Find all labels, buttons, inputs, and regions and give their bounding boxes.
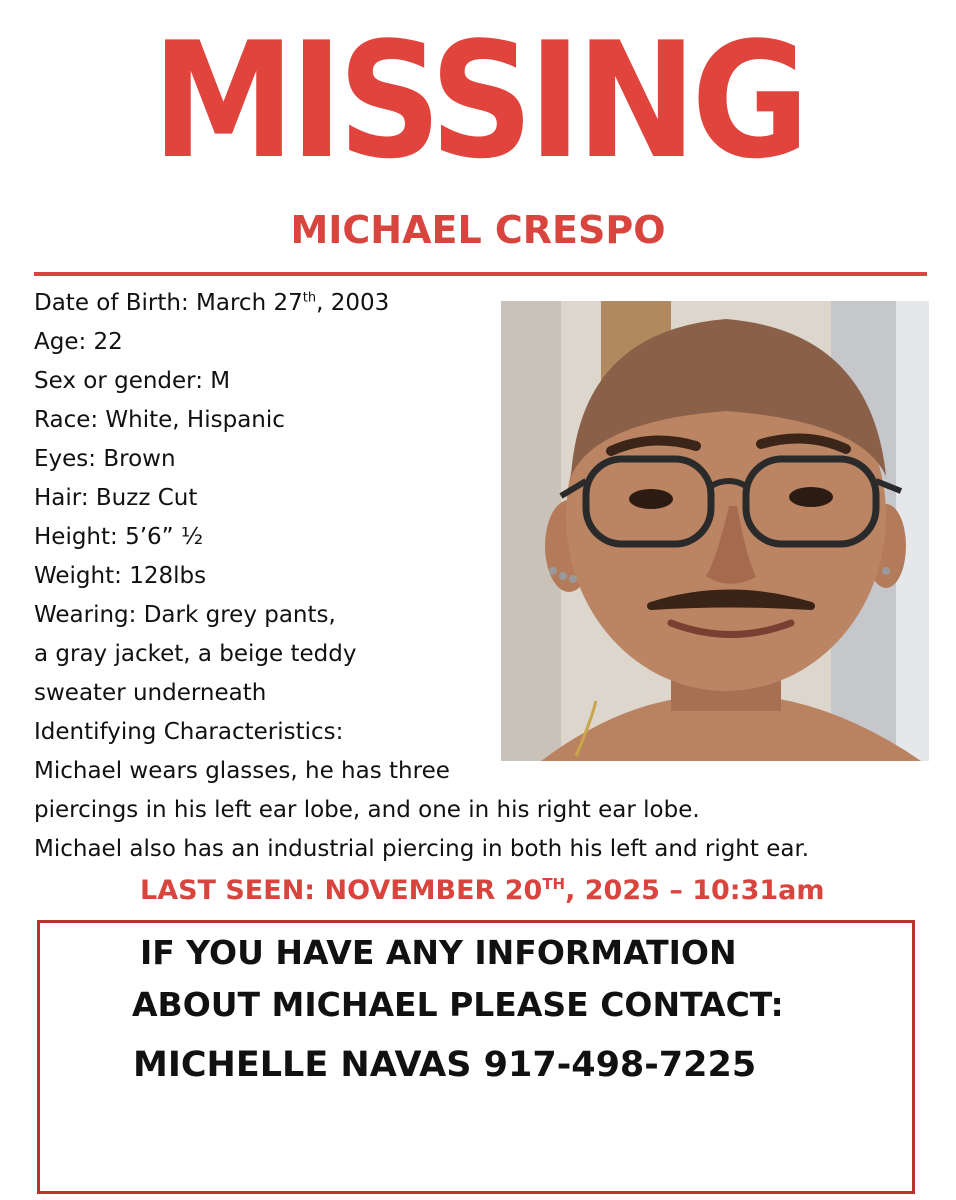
missing-person-name: MICHAEL CRESPO: [290, 208, 666, 252]
dob-text: Date of Birth: March 27: [34, 290, 303, 316]
age: Age: 22: [34, 329, 123, 355]
dob-ordinal: th: [302, 290, 317, 306]
last-seen-info: [140, 871, 900, 911]
header-divider: [34, 272, 927, 276]
portrait-illustration: [501, 301, 929, 761]
identifying-line-1: Michael wears glasses, he has three: [34, 758, 450, 784]
last-seen-date: LAST SEEN: NOVEMBER 20: [140, 875, 543, 906]
wearing-line-3: sweater underneath: [34, 680, 267, 706]
race: Race: White, Hispanic: [34, 407, 285, 433]
wearing-line-1: Wearing: Dark grey pants,: [34, 602, 336, 628]
missing-headline: MISSING: [151, 7, 805, 194]
identifying-line-3: Michael also has an industrial piercing in both his left and right ear.: [34, 836, 810, 862]
contact-phone: MICHELLE NAVAS 917-498-7225: [133, 1045, 757, 1085]
identifying-line-2: piercings in his left ear lobe, and one in his right ear lobe.: [34, 797, 700, 823]
sex: Sex or gender: M: [34, 368, 231, 394]
wearing-line-2: a gray jacket, a beige teddy: [34, 641, 357, 667]
eyes: Eyes: Brown: [34, 446, 176, 472]
contact-line-1: IF YOU HAVE ANY INFORMATION: [140, 933, 737, 972]
weight: Weight: 128lbs: [34, 563, 207, 589]
contact-line-2: ABOUT MICHAEL PLEASE CONTACT:: [132, 985, 784, 1024]
height: Height: 5’6” ½: [34, 524, 204, 550]
identifying-label: Identifying Characteristics:: [34, 719, 344, 745]
dob-year: , 2003: [316, 290, 390, 316]
person-photo: [501, 301, 929, 761]
last-seen-ordinal: TH: [542, 875, 566, 893]
hair: Hair: Buzz Cut: [34, 485, 198, 511]
last-seen-time: , 2025 – 10:31am: [565, 875, 825, 906]
